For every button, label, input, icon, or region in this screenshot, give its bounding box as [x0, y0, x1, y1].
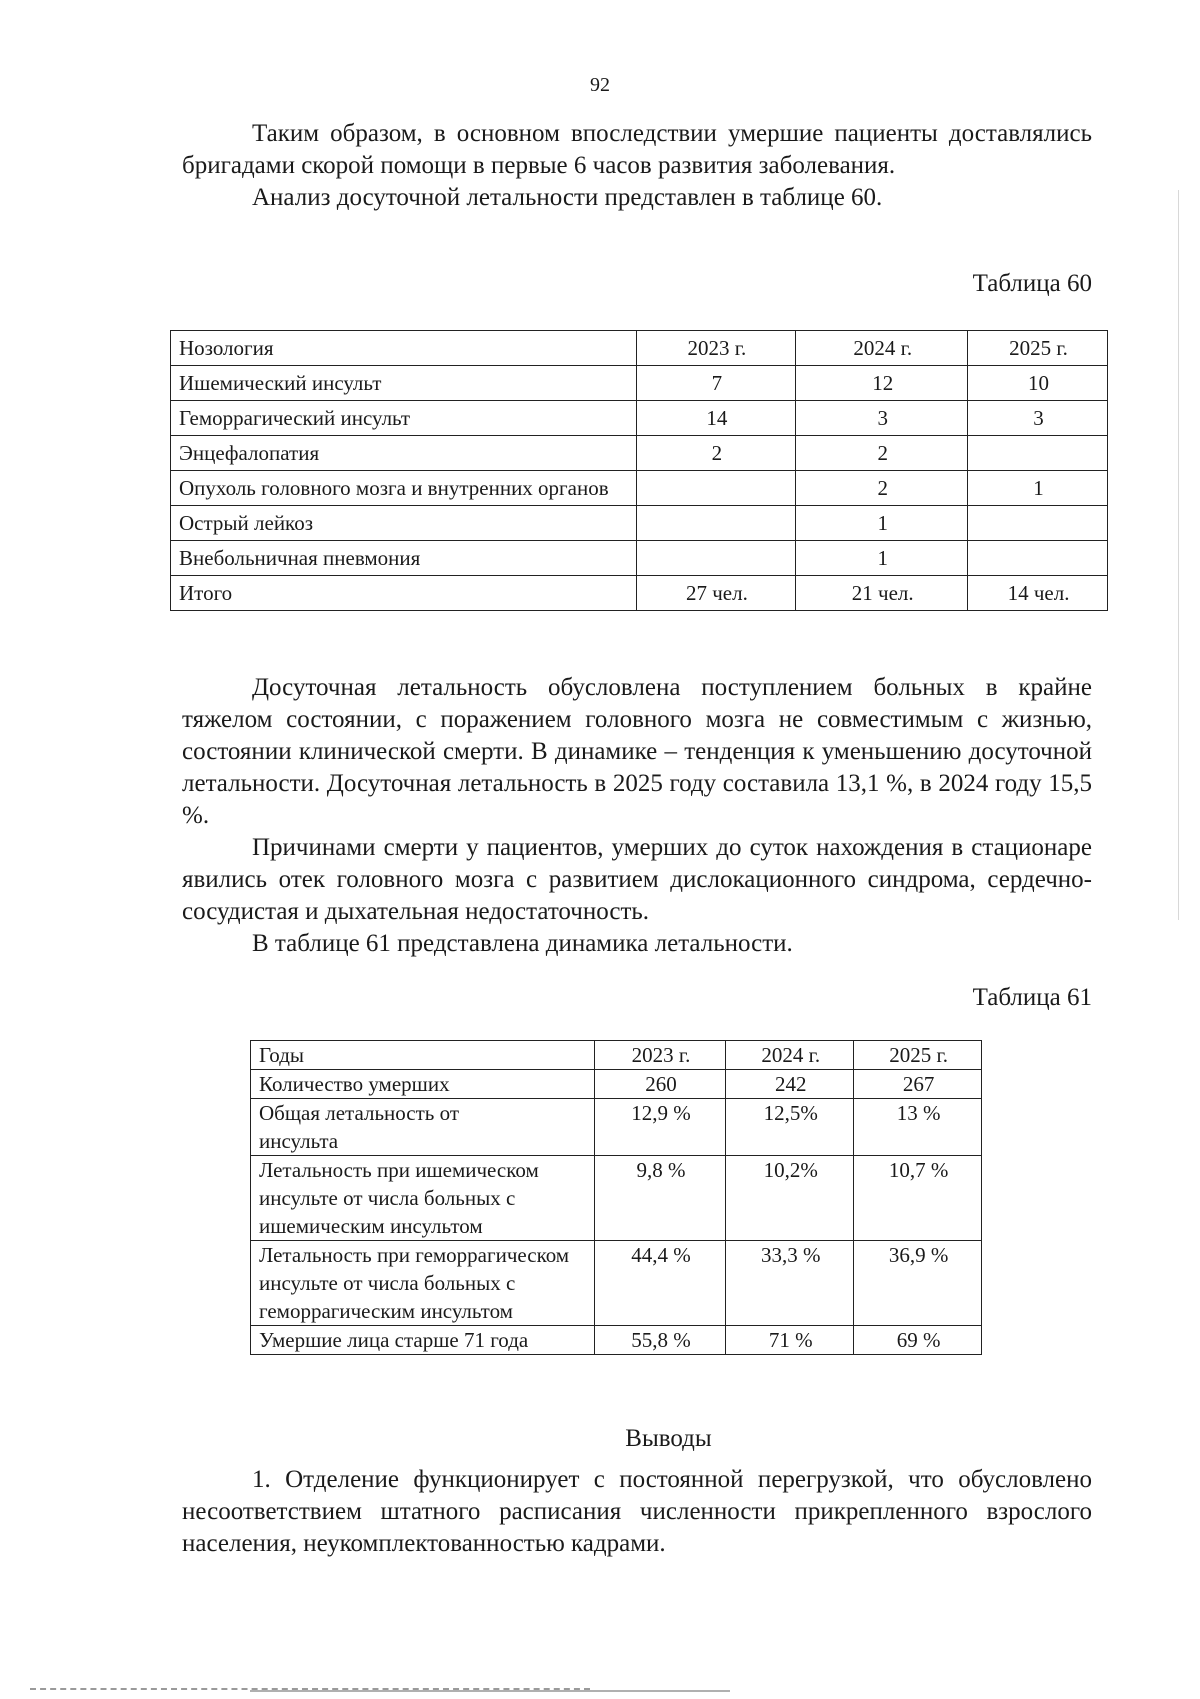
middle-text — [182, 672, 1092, 960]
table-cell: 9,8 % — [594, 1156, 726, 1241]
table-cell: 14 чел. — [968, 576, 1108, 611]
table-cell: 2 — [796, 471, 968, 506]
table-row — [171, 366, 1108, 401]
table-cell — [968, 436, 1108, 471]
table-row — [171, 506, 1108, 541]
header-cell: Годы — [251, 1041, 595, 1070]
table-61 — [250, 1040, 982, 1355]
table-cell: 7 — [636, 366, 796, 401]
table-cell: Летальность при ишемическом инсульте от числа больных с ишемическим инсультом — [251, 1156, 595, 1241]
table-cell — [636, 506, 796, 541]
table-cell: Внебольничная пневмония — [171, 541, 637, 576]
header-cell: 2025 г. — [854, 1041, 982, 1070]
table-row — [251, 1326, 982, 1355]
table-cell: 33,3 % — [726, 1241, 854, 1326]
table-cell: Итого — [171, 576, 637, 611]
table60-caption: Таблица 60 — [972, 270, 1092, 297]
table-cell: 55,8 % — [594, 1326, 726, 1355]
middle-paragraph-2: Причинами смерти у пациентов, умерших до суток нахождения в стационаре явились отек головного мозга с развитием дислокационного синдрома, сердечно-сосудистая и дыхательная недостаточность. — [182, 834, 1092, 925]
table-cell: 242 — [726, 1070, 854, 1099]
table61-caption: Таблица 61 — [972, 984, 1092, 1011]
table-cell — [968, 541, 1108, 576]
table-cell: Ишемический инсульт — [171, 366, 637, 401]
table-cell: 12 — [796, 366, 968, 401]
table-cell: 44,4 % — [594, 1241, 726, 1326]
table-cell: 10,7 % — [854, 1156, 982, 1241]
intro-paragraph-1: Таким образом, в основном впоследствии умершие пациенты доставлялись бригадами скорой помощи в первые 6 часов развития заболевания. — [182, 120, 1092, 179]
table-row — [171, 436, 1108, 471]
table-cell: 27 чел. — [636, 576, 796, 611]
table-cell: 36,9 % — [854, 1241, 982, 1326]
table-cell: 21 чел. — [796, 576, 968, 611]
header-cell: Нозология — [171, 331, 637, 366]
table-cell: 267 — [854, 1070, 982, 1099]
header-cell: 2025 г. — [968, 331, 1108, 366]
page-number: 92 — [590, 74, 610, 96]
intro-paragraph-2: Анализ досуточной летальности представлен в таблице 60. — [252, 184, 883, 211]
table-cell — [968, 506, 1108, 541]
table-cell: Общая летальность от инсульта — [251, 1099, 595, 1156]
conclusions-heading: Выводы — [625, 1425, 712, 1452]
table-cell: Количество умерших — [251, 1070, 595, 1099]
table-cell: Острый лейкоз — [171, 506, 637, 541]
table-cell: Геморрагический инсульт — [171, 401, 637, 436]
table-row — [171, 541, 1108, 576]
table-cell: 260 — [594, 1070, 726, 1099]
middle-paragraph-1: Досуточная летальность обусловлена поступлением больных в крайне тяжелом состоянии, с поражением головного мозга не совместимым с жизнью, состоянии клинической смерти. В динамике – тенденция к уменьшению досуточной летальности. Досуточная летальность в 2025 году составила 13,1 %, в 2024 году 15,5 %. — [182, 674, 1092, 829]
intro-text — [182, 118, 1092, 214]
table-cell: 10 — [968, 366, 1108, 401]
table-cell: 1 — [796, 506, 968, 541]
table-row — [251, 1241, 982, 1326]
table-cell — [636, 541, 796, 576]
table-cell: Опухоль головного мозга и внутренних органов — [171, 471, 637, 506]
table-cell: 3 — [796, 401, 968, 436]
table-cell: 13 % — [854, 1099, 982, 1156]
table-cell: 2 — [796, 436, 968, 471]
header-cell: 2024 г. — [726, 1041, 854, 1070]
table-cell: 3 — [968, 401, 1108, 436]
scan-margin-line — [1178, 190, 1179, 920]
table-cell: 10,2% — [726, 1156, 854, 1241]
header-cell: 2023 г. — [594, 1041, 726, 1070]
header-cell: 2024 г. — [796, 331, 968, 366]
table-row — [251, 1099, 982, 1156]
table-cell: 12,5% — [726, 1099, 854, 1156]
conclusions-text — [182, 1464, 1092, 1560]
table-total-row — [171, 576, 1108, 611]
conclusion-item-1: 1. Отделение функционирует с постоянной перегрузкой, что обусловлено несоответствием штатного расписания численности прикрепленного взрослого населения, неукомплектованностью кадрами. — [182, 1466, 1092, 1557]
table-row — [251, 1156, 982, 1241]
table-header-row — [171, 331, 1108, 366]
table-cell: 12,9 % — [594, 1099, 726, 1156]
table-cell: Энцефалопатия — [171, 436, 637, 471]
table-row — [171, 401, 1108, 436]
table-row — [171, 471, 1108, 506]
header-cell: 2023 г. — [636, 331, 796, 366]
scan-edge-line — [250, 1690, 730, 1692]
table-header-row — [251, 1041, 982, 1070]
table-cell: 1 — [968, 471, 1108, 506]
middle-paragraph-3: В таблице 61 представлена динамика летальности. — [252, 930, 793, 957]
table-cell: Умершие лица старше 71 года — [251, 1326, 595, 1355]
table-row — [251, 1070, 982, 1099]
table-cell: 69 % — [854, 1326, 982, 1355]
table-cell: 71 % — [726, 1326, 854, 1355]
table-cell: 2 — [636, 436, 796, 471]
table-cell: 1 — [796, 541, 968, 576]
table-60 — [170, 330, 1108, 611]
table-cell: 14 — [636, 401, 796, 436]
table-cell: Летальность при геморрагическом инсульте от числа больных с геморрагическим инсультом — [251, 1241, 595, 1326]
table-cell — [636, 471, 796, 506]
